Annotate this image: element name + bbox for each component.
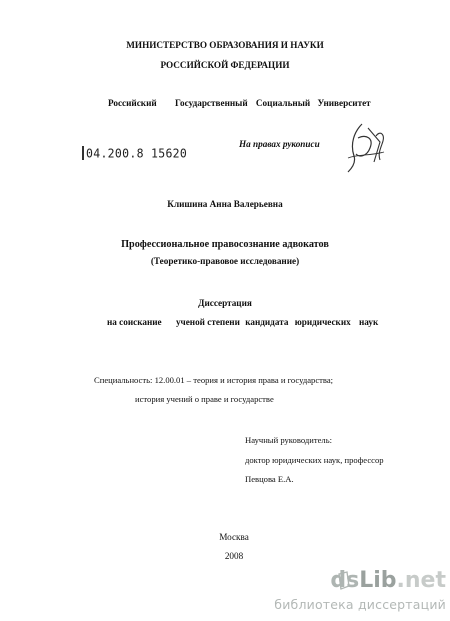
university-word: Государственный	[174, 98, 248, 108]
dissertation-title: Профессиональное правосознание адвокатов	[121, 239, 329, 250]
degree-word: юридических	[294, 317, 351, 327]
degree-line	[107, 317, 378, 327]
university-word: Российский	[108, 98, 157, 108]
author-name: Клишина Анна Валерьевна	[167, 199, 283, 209]
degree-word: наук	[359, 317, 379, 327]
dissertation-subtitle: (Теоретико-правовое исследование)	[150, 256, 300, 266]
watermark	[270, 568, 446, 618]
watermark-logo-net: .net	[396, 568, 446, 593]
supervisor-label: Научный руководитель:	[245, 435, 333, 445]
degree-word: ученой степени	[175, 317, 240, 327]
university-word: Социальный	[255, 98, 311, 108]
document-type: Диссертация	[198, 298, 252, 308]
watermark-logo	[270, 568, 446, 593]
ministry-line-1: МИНИСТЕРСТВО ОБРАЗОВАНИЯ И НАУКИ	[126, 40, 324, 50]
supervisor-name: Певцова Е.А.	[245, 474, 294, 484]
watermark-tagline: библиотека диссертаций	[274, 597, 446, 612]
stamp-mark	[82, 146, 84, 160]
university-name	[108, 98, 371, 108]
city: Москва	[219, 532, 249, 542]
signature	[340, 118, 390, 178]
catalog-number: 04.200.8 15620	[86, 145, 188, 161]
university-word: Университет	[317, 98, 371, 108]
manuscript-note: На правах рукописи	[239, 139, 320, 149]
ministry-line-2: РОССИЙСКОЙ ФЕДЕРАЦИИ	[160, 60, 290, 70]
degree-word: кандидата	[245, 317, 289, 327]
watermark-logo-lib: Lib	[359, 568, 397, 593]
watermark-logo-ds: ds	[330, 568, 360, 593]
year: 2008	[224, 551, 244, 561]
degree-word: на соискание	[107, 317, 162, 327]
supervisor-degree: доктор юридических наук, профессор	[245, 455, 384, 465]
specialty-line-2: история учений о праве и государстве	[135, 394, 274, 404]
specialty-line-1: Специальность: 12.00.01 – теория и история права и государства;	[94, 375, 334, 385]
